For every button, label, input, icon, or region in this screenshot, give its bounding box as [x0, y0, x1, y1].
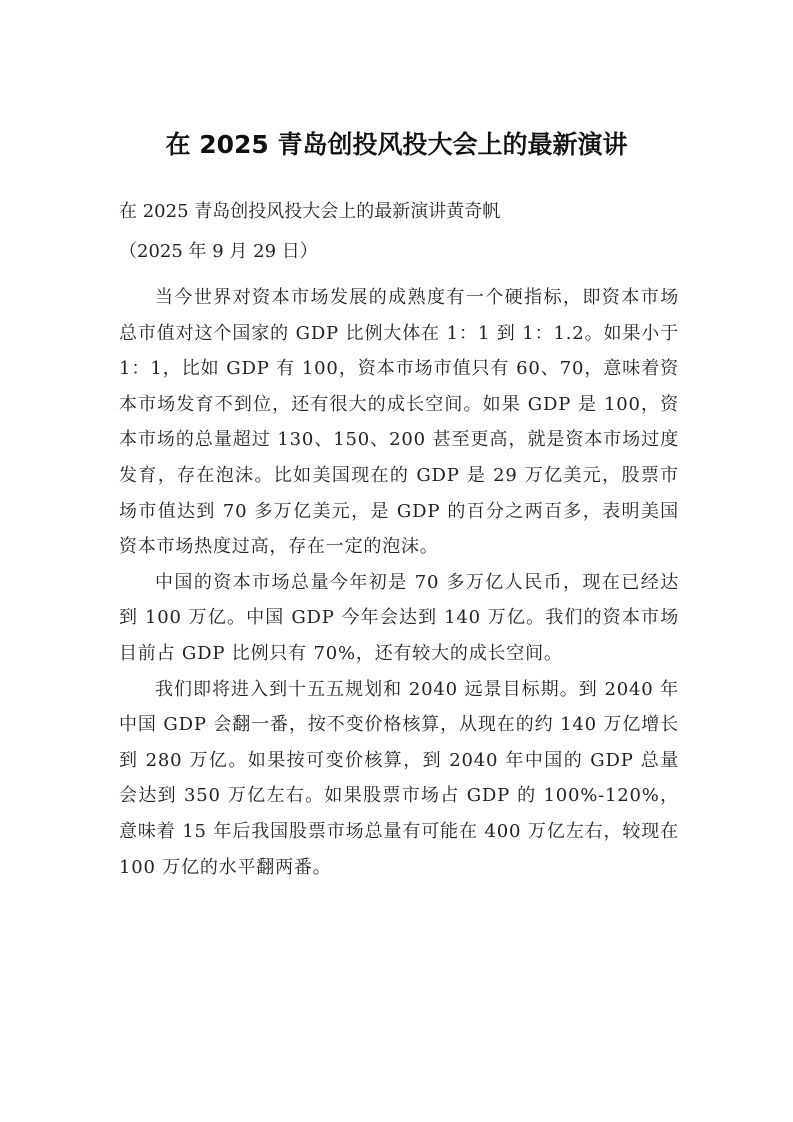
document-title: 在 2025 青岛创投风投大会上的最新演讲: [165, 130, 628, 159]
paragraph-2: 中国的资本市场总量今年初是 70 多万亿人民币，现在已经达到 100 万亿。中国 GDP 今年会达到 140 万亿。我们的资本市场目前占 GDP 比例只有 70%，还有较大的成长空间。: [119, 571, 679, 664]
body-text: [119, 280, 679, 885]
paragraph-1: 当今世界对资本市场发展的成熟度有一个硬指标，即资本市场总市值对这个国家的 GDP 比例大体在 1：1 到 1：1.2。如果小于 1：1，比如 GDP 有 100，资本市场市值只有 60、70，意味着资本市场发育不到位，还有很大的成长空间。如果 GDP 是 100，资本市场的总量超过 130、150、200 甚至更高，就是资本市场过度发育，存在泡沫。比如美国现在的 GDP 是 29 万亿美元，股票市场市值达到 70 多万亿美元，是 GDP 的百分之两百多，表明美国资本市场热度过高，存在一定的泡沫。: [119, 287, 679, 558]
speech-subtitle: 在 2025 青岛创投风投大会上的最新演讲黄奇帆: [119, 201, 501, 222]
paragraph-3: 我们即将进入到十五五规划和 2040 远景目标期。到 2040 年中国 GDP 会翻一番，按不变价格核算，从现在的约 140 万亿增长到 280 万亿。如果按可变价核算，到 2040 年中国的 GDP 总量会达到 350 万亿左右。如果股票市场占 GDP 的 100%-120%，意味着 15 年后我国股票市场总量有可能在 400 万亿左右，较现在 100 万亿的水平翻两番。: [119, 678, 679, 878]
speech-date: （2025 年 9 月 29 日）: [119, 241, 318, 262]
